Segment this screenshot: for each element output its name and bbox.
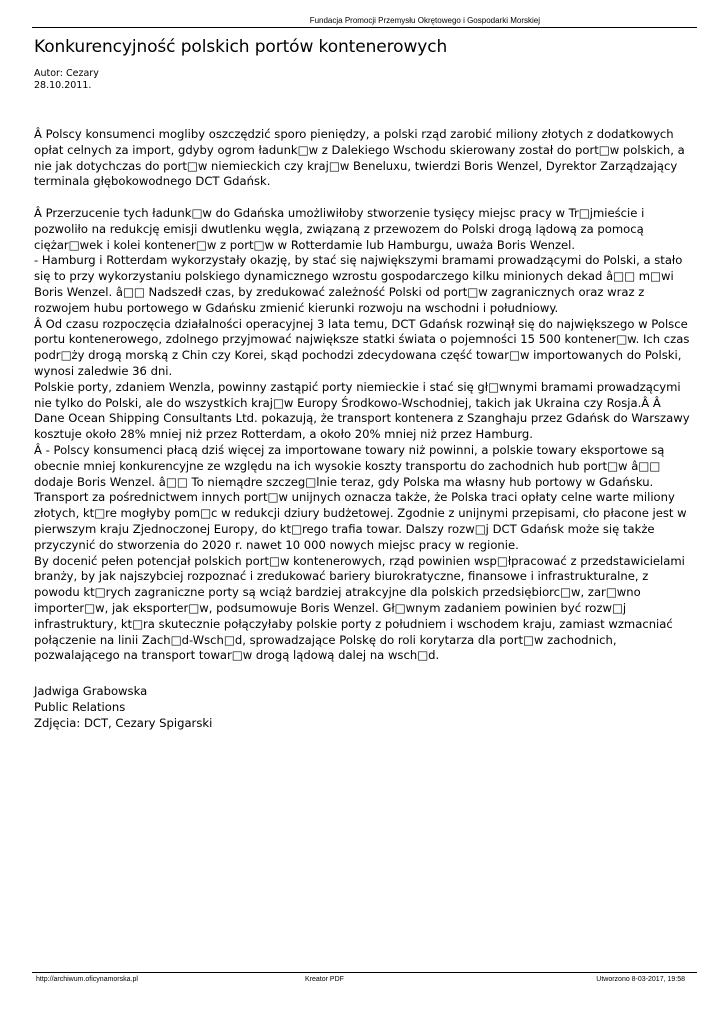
article-date: 28.10.2011. (34, 80, 92, 91)
paragraph-4: Â Od czasu rozpoczęcia działalności operacyjnej 3 lata temu, DCT Gdańsk rozwinął się do największego w Polsce portu kontenerowego, zdolnego przyjmować największe statki świata o pojemności 15 500 kontener□w. Ich czas podr□ży drogą morską z Chin czy Korei, skąd pochodzi zdecydowana część towar□w importowanych do Polski, wynosi zaledwie 36 dni. (34, 316, 690, 378)
article-meta (34, 68, 99, 92)
paragraph-1: Â Polscy konsumenci mogliby oszczędzić sporo pieniędzy, a polski rząd zarobić miliony złotych z dodatkowych opłat celnych za import, gdyby ogrom ładunk□w z Dalekiego Wschodu skierowany został do port□w polskich, a nie jak dotychczas do port□w niemieckich czy kraj□w Beneluxu, twierdzi Boris Wenzel, Dyrektor Zarządzający terminala głębokowodnego DCT Gdańsk. (34, 127, 685, 189)
footer-divider (32, 972, 697, 973)
paragraph-6: Â - Polscy konsumenci płacą dziś więcej za importowane towary niż powinni, a polskie towary eksportowe są obecnie mniej konkurencyjne ze względu na ich wysokie koszty transportu do zachodnich hub port□w â□□ dodaje Boris Wenzel. â□□ To niemądre szczeg□lnie teraz, gdy Polska ma własny hub portowy w Gdańsku. (34, 442, 665, 489)
paragraph-8: By docenić pełen potencjał polskich port□w kontenerowych, rząd powinien wsp□łpracować z przedstawicielami branży, by jak najszybciej rozpoznać i zredukować bariery biurokratyczne, finansowe i infrastrukturalne, z powodu kt□rych zagraniczne porty są wciąż bardziej atrakcyjne dla polskich przedsiębiorc□w, zar□wno importer□w, jak eksporter□w, podsumowuje Boris Wenzel. Gł□wnym zadaniem powinien być rozw□j infrastruktury, kt□ra skutecznie połączyłaby polskie porty z południem i wschodem kraju, zamiast wzmacniać połączenie na linii Zach□d-Wsch□d, sprowadzające Polskę do roli korytarza dla port□w zachodnich, pozwalającego na transport towar□w drogą lądową dalej na wsch□d. (34, 553, 685, 663)
paragraph-2: Â Przerzucenie tych ładunk□w do Gdańska umożliwiłoby stworzenie tysięcy miejsc pracy w Tr□jmieście i pozwoliło na redukcję emisji dwutlenku węgla, związaną z przewozem do Polski drogą lądową za pomocą ciężar□wek i kolei kontener□w z port□w w Rotterdamie lub Hamburgu, uważa Boris Wenzel. (34, 205, 645, 252)
footer-url-link[interactable]: http://archiwum.oficynamorska.pl (36, 976, 138, 983)
signature-role: Public Relations (34, 699, 126, 714)
signature-block (34, 684, 212, 731)
paragraph-3: - Hamburg i Rotterdam wykorzystały okazję, by stać się największymi bramami prowadzącymi do Polski, a stało się to przy wykorzystaniu polskiego dynamicznego wzrostu gospodarczego kilku minionych dekad â□□ m□wi Boris Wenzel. â□□ Nadszedł czas, by zredukować zależność Polski od port□w zagranicznych oraz wraz z rozwojem hubu portowego w Gdańsku zmienić kierunki rozwoju na wschodni i południowy. (34, 253, 683, 315)
footer-generator: Kreator PDF (305, 976, 344, 983)
paragraph-5: Polskie porty, zdaniem Wenzla, powinny zastąpić porty niemieckie i stać się gł□wnymi bramami prowadzącymi nie tylko do Polski, ale do wszystkich kraj□w Europy Środkowo-Wschodniej, takich jak Ukraina czy Rosja.Â Â Dane Ocean Shipping Consultants Ltd. pokazują, że transport kontenera z Szanghaju przez Gdańsk do Warszawy kosztuje około 28% mniej niż przez Rotterdam, a około 20% mniej niż przez Hamburg. (34, 379, 690, 442)
article-body (34, 127, 694, 664)
header-divider (32, 27, 697, 28)
photo-credit: Zdjęcia: DCT, Cezary Spigarski (34, 715, 213, 730)
page-header-publisher: Fundacja Promocji Przemysłu Okrętowego i Gospodarki Morskiej (309, 16, 540, 25)
signature-name: Jadwiga Grabowska (34, 684, 148, 698)
footer-created-date: Utworzono 8-03-2017, 19:58 (596, 976, 685, 983)
paragraph-7: Transport za pośrednictwem innych port□w unijnych oznacza także, że Polska traci opłaty celne warte miliony złotych, kt□re mogłyby pom□c w redukcji dziury budżetowej. Zgodnie z unijnymi przepisami, cło płacone jest w pierwszym kraju Zjednoczonej Europy, do kt□rego trafia towar. Dalszy rozw□j DCT Gdańsk może się także przyczynić do stworzenia do 2020 r. nawet 10 000 nowych miejsc pracy w regionie. (34, 490, 687, 552)
article-title: Konkurencyjność polskich portów kontenerowych (34, 37, 448, 57)
author-line: Autor: Cezary (34, 68, 99, 79)
